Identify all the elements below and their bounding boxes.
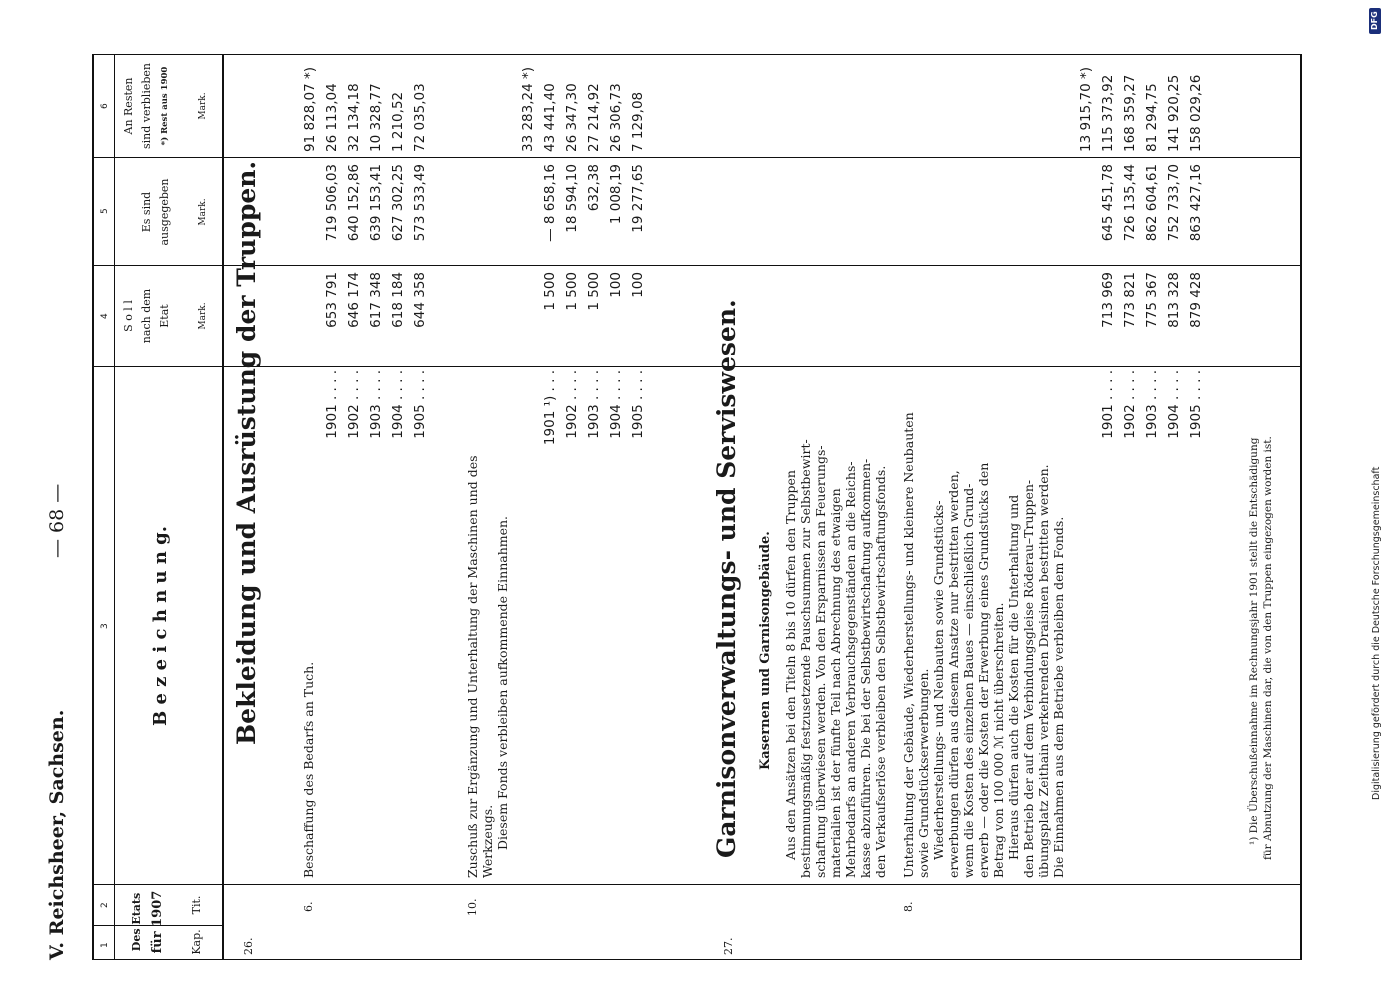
tit-8-text-1: Unterhaltung der Gebäude, Wiederherstellungs- und kleinere Neubauten [901, 412, 916, 878]
ausgegeben-header-unit: Mark. [198, 198, 208, 226]
tit-8-text-9: den Betrieb der auf dem Verbindungsgleise Röderau–Truppen- [1021, 479, 1036, 878]
tit-10-text-3: Diesem Fonds verbleiben aufkommende Einnahmen. [495, 515, 510, 850]
row-reste: 7 129,08 [630, 91, 646, 152]
soll-header-2: nach dem [140, 288, 153, 344]
row-reste: 26 347,30 [564, 83, 580, 152]
ausgegeben-header-1: Es sind [140, 191, 153, 233]
row-reste: 81 294,75 [1144, 83, 1160, 152]
tit-10-number: 10. [466, 898, 479, 916]
row-reste: 141 920,25 [1166, 74, 1182, 152]
tit-8-text-8: Hieraus dürfen auch die Kosten für die Unterhaltung und [1006, 494, 1021, 860]
row-year: 1902 . . . . [564, 370, 580, 439]
reste-header-unit: Mark. [198, 92, 208, 120]
footnote-line-1: ¹) Die Überschußeinnahme im Rechnungsjahr 1901 stellt die Entschädigung [1248, 437, 1260, 845]
tit-header: Tit. [190, 895, 203, 915]
row-ausgegeben: 726 135,44 [1122, 164, 1138, 242]
tit-8-text-2: sowie Grundstückserwerbungen. [916, 668, 931, 878]
row-year: 1904 . . . . [608, 370, 624, 439]
row-reste: 115 373,92 [1100, 74, 1116, 152]
aus-col-rule [92, 157, 1302, 158]
row-soll: 713 969 [1100, 272, 1116, 328]
row-ausgegeben: 640 152,86 [346, 164, 362, 242]
tit-8-text-4: erwerbungen dürfen aus diesem Ansatze nur bestritten werden, [946, 470, 961, 878]
row-soll: 100 [608, 272, 624, 298]
row-soll: 1 500 [542, 272, 558, 311]
row-soll: 813 328 [1166, 272, 1182, 328]
tit-10-text-1: Zuschuß zur Ergänzung und Unterhaltung der Maschinen und des [465, 455, 480, 878]
bezeichnung-header: B e z e i c h n u n g. [150, 526, 171, 727]
row-reste: 43 441,40 [542, 83, 558, 152]
kap-27-intro-4: materialien ist der fünfte Teil nach Abrechnung des etwaigen [828, 488, 843, 878]
tit-8-text-11: Die Einnahmen aus dem Betriebe verbleiben dem Fonds. [1051, 516, 1066, 878]
row-reste: 158 029,26 [1188, 74, 1204, 152]
kap-27-intro-7: den Verkaufserlöse verbleiben den Selbstbewirtschaftungsfonds. [873, 465, 888, 878]
tit-8-text-7: Betrag von 100 000 ℳ nicht überschreiten. [991, 602, 1006, 878]
etat-header-line1: Des Etats [130, 892, 143, 952]
row-year: 1901 . . . . [1100, 370, 1116, 439]
row-ausgegeben: 862 604,61 [1144, 164, 1160, 242]
dfg-logo-text: DFG [1370, 11, 1379, 30]
table-right-rule [92, 54, 1302, 55]
tit-col-rule [92, 884, 1302, 885]
row-year: 1904 . . . . [1166, 370, 1182, 439]
kap-27-number: 27. [722, 937, 735, 955]
row-soll: 773 821 [1122, 272, 1138, 328]
reste-header-2: sind verblieben [140, 63, 153, 149]
row-soll: 618 184 [390, 272, 406, 328]
kap-header: Kap. [190, 929, 203, 955]
header-bottom-rule [222, 55, 224, 960]
ausgegeben-header-2: ausgegeben [158, 178, 171, 246]
table-left-rule [92, 959, 1302, 960]
col-num-6: 6 [100, 103, 110, 109]
row-ausgegeben: 632,38 [586, 164, 602, 212]
kap-27-heading: Garnisonverwaltungs- und Serviswesen. [712, 299, 741, 858]
kap-26-heading: Bekleidung und Ausrüstung der Truppen. [232, 160, 261, 745]
kap-27-intro-5: Mehrbedarfs an anderen Verbrauchsgegenständen an die Reichs- [843, 461, 858, 878]
row-ausgegeben: 863 427,16 [1188, 164, 1204, 242]
colnum-rule [114, 55, 115, 960]
margin-note-text: Digitalisierung gefördert durch die Deutsche Forschungsgemeinschaft [1371, 466, 1382, 800]
row-reste: 91 828,07 *) [302, 66, 318, 152]
row-soll: 646 174 [346, 272, 362, 328]
row-year: 1903 . . . . [586, 370, 602, 439]
row-reste: 168 359,27 [1122, 74, 1138, 152]
footnote-line-2: für Abnutzung der Maschinen dar, die von den Truppen eingezogen worden ist. [1262, 436, 1274, 860]
table-top-rule [92, 55, 94, 960]
row-reste: 26 113,04 [324, 83, 340, 152]
row-reste: 26 306,73 [608, 83, 624, 152]
row-ausgegeben: 719 506,03 [324, 164, 340, 242]
tit-8-text-3: Wiederherstellungs- und Neubauten sowie Grundstücks- [931, 500, 946, 860]
kap-27-intro-6: kasse abzuführen. Die bei der Selbstbewirtschaftung aufkommen- [858, 458, 873, 878]
tit-6-number: 6. [302, 901, 315, 912]
soll-col-rule [92, 265, 1302, 266]
row-year: 1904 . . . . [390, 370, 406, 439]
row-soll: 775 367 [1144, 272, 1160, 328]
row-soll: 653 791 [324, 272, 340, 328]
row-soll: 617 348 [368, 272, 384, 328]
row-soll: 879 428 [1188, 272, 1204, 328]
row-soll: 100 [630, 272, 646, 298]
tit-10-text-2: Werkzeugs. [480, 804, 495, 878]
row-year: 1903 . . . . [1144, 370, 1160, 439]
bez-col-rule [92, 366, 1302, 367]
col-num-4: 4 [100, 313, 110, 319]
col-num-3: 3 [100, 623, 110, 629]
row-ausgegeben: 627 302,25 [390, 164, 406, 242]
soll-header-3: Etat [158, 304, 171, 328]
table-bottom-rule [1300, 55, 1302, 960]
row-reste: 32 134,18 [346, 83, 362, 152]
row-ausgegeben: 19 277,65 [630, 164, 646, 233]
reste-header-3: *) Rest aus 1900 [160, 66, 170, 146]
row-year: 1902 . . . . [346, 370, 362, 439]
soll-header-unit: Mark. [198, 302, 208, 330]
chapter-header: V. Reichsheer, Sachsen. [46, 709, 68, 960]
margin-note [1367, 0, 1381, 1000]
row-year: 1905 . . . . [630, 370, 646, 439]
kap-27-subheading: Kasernen und Garnisongebäude. [758, 531, 773, 770]
row-ausgegeben: 573 533,49 [412, 164, 428, 242]
row-year: 1901 ¹) . . . [542, 370, 558, 446]
row-year: 1905 . . . . [412, 370, 428, 439]
col-num-5: 5 [100, 208, 110, 214]
etat-header-line2: für 1907 [150, 890, 165, 954]
tit-8-text-10: übungsplatz Zeithain verkehrenden Draisinen bestritten werden. [1036, 464, 1051, 878]
row-reste: 1 210,52 [390, 91, 406, 152]
row-year: 1905 . . . . [1188, 370, 1204, 439]
row-reste: 33 283,24 *) [520, 66, 536, 152]
row-soll: 644 358 [412, 272, 428, 328]
reste-header-1: An Resten [122, 77, 135, 135]
row-soll: 1 500 [564, 272, 580, 311]
row-year: 1901 . . . . [324, 370, 340, 439]
row-ausgegeben: 645 451,78 [1100, 164, 1116, 242]
row-ausgegeben: 1 008,19 [608, 164, 624, 225]
row-reste: 72 035,03 [412, 83, 428, 152]
row-reste: 27 214,92 [586, 83, 602, 152]
row-reste: 13 915,70 *) [1078, 66, 1094, 152]
row-ausgegeben: 18 594,10 [564, 164, 580, 233]
row-reste: 10 328,77 [368, 83, 384, 152]
row-year: 1902 . . . . [1122, 370, 1138, 439]
col-num-2: 2 [100, 902, 110, 908]
row-ausgegeben: 639 153,41 [368, 164, 384, 242]
soll-header-1: S o l l [122, 300, 135, 332]
row-year: 1903 . . . . [368, 370, 384, 439]
kap-27-intro-3: schaftung überwiesen werden. Von den Ersparnissen an Feuerungs- [813, 445, 828, 878]
kap-26-number: 26. [242, 937, 255, 955]
kap-27-intro-1: Aus den Ansätzen bei den Titeln 8 bis 10 dürfen den Truppen [783, 470, 798, 860]
row-soll: 1 500 [586, 272, 602, 311]
tit-8-text-5: wenn die Kosten des einzelnen Baues — einschließlich Grund- [961, 483, 976, 878]
row-ausgegeben: — 8 658,16 [542, 164, 558, 242]
tit-6-text: Beschaffung des Bedarfs an Tuch. [301, 661, 316, 878]
col-num-1: 1 [100, 942, 110, 948]
row-ausgegeben: 752 733,70 [1166, 164, 1182, 242]
kap-27-intro-2: bestimmungsmäßig festzusetzende Pauschsummen zur Selbstbewirt- [798, 439, 813, 878]
page-number: — 68 — [46, 483, 68, 558]
tit-8-number: 8. [902, 901, 915, 912]
tit-8-text-6: erwerb — oder die Kosten der Erwerbung eines Grundstücks den [976, 462, 991, 878]
